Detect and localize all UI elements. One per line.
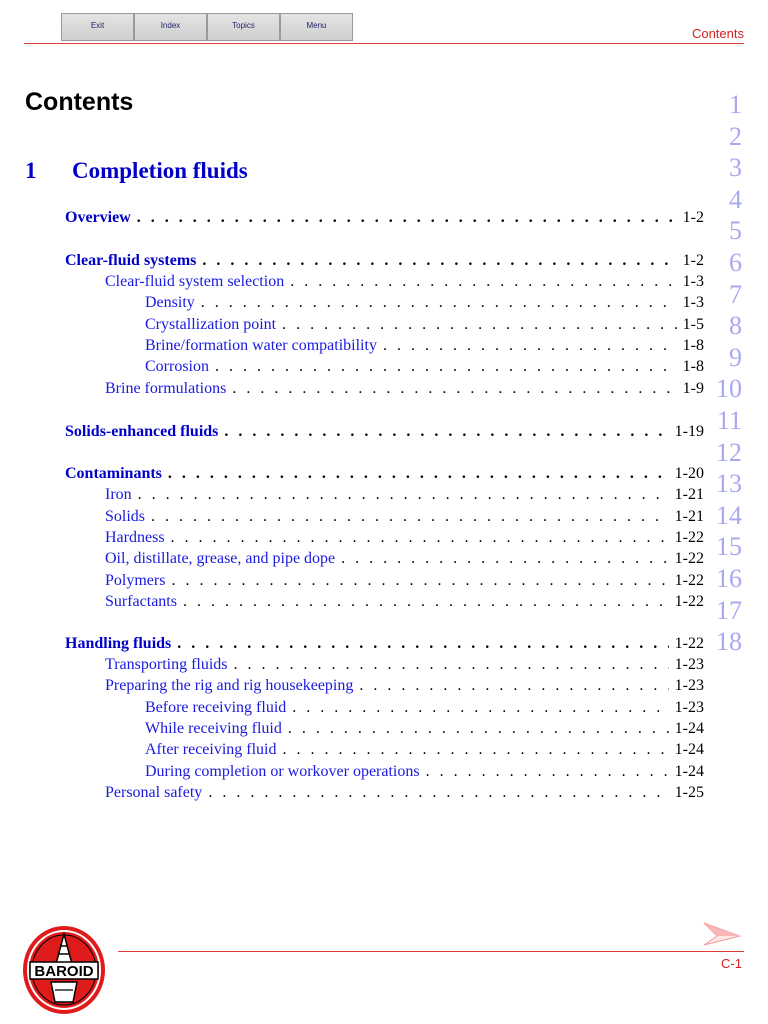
toc-dot-leader: [151, 508, 669, 526]
toc-entry-label: Clear-fluid system selection: [105, 273, 285, 290]
toc-entry[interactable]: [65, 635, 704, 653]
toc-dot-leader: [183, 593, 669, 611]
toc-entry-page: 1-24: [674, 720, 704, 737]
page-title: Contents: [25, 88, 134, 116]
toc-entry[interactable]: [65, 423, 704, 441]
toc-dot-leader: [288, 720, 669, 738]
toc-dot-leader: [208, 784, 668, 802]
toc-entry[interactable]: [145, 720, 704, 738]
toc-entry-label: Personal safety: [105, 784, 203, 801]
chapter-index-link[interactable]: 2: [729, 121, 742, 151]
toc-dot-leader: [177, 635, 668, 653]
toc-dot-leader: [426, 763, 669, 781]
chapter-title: Completion fluids: [72, 158, 248, 183]
toc-entry[interactable]: [105, 273, 704, 291]
toc-entry[interactable]: [145, 358, 704, 376]
toc-entry[interactable]: [145, 337, 704, 355]
toc-entry-label: Density: [145, 294, 195, 311]
toc-entry[interactable]: [105, 486, 704, 504]
chapter-index-link[interactable]: 1: [729, 90, 742, 119]
toc-entry[interactable]: [145, 294, 704, 312]
toc-entry-page: 1-23: [674, 677, 704, 694]
toc-entry[interactable]: [145, 316, 704, 334]
toc-entry-label: Overview: [65, 209, 131, 226]
toc-dot-leader: [201, 294, 677, 312]
toc-entry-page: 1-24: [674, 763, 704, 780]
toc-entry-label: Transporting fluids: [105, 656, 228, 673]
toc-entry[interactable]: [105, 784, 704, 802]
toc-entry-page: 1-22: [674, 572, 704, 589]
toc-entry[interactable]: [105, 550, 704, 568]
toc-dot-leader: [171, 529, 669, 547]
chapter-index-link[interactable]: 8: [729, 311, 742, 341]
toc-entry-label: Corrosion: [145, 358, 209, 375]
toc-entry[interactable]: [145, 763, 704, 781]
toc-dot-leader: [215, 358, 677, 376]
toc-entry-page: 1-9: [682, 380, 704, 397]
toc-entry-label: While receiving fluid: [145, 720, 282, 737]
toc-entry-label: Solids: [105, 508, 146, 525]
toc-entry[interactable]: [65, 465, 704, 483]
chapter-index-link[interactable]: 7: [729, 279, 742, 309]
toc-entry[interactable]: [105, 656, 704, 674]
toc-entry[interactable]: [105, 572, 704, 590]
toc-dot-leader: [137, 209, 677, 227]
chapter-index-link[interactable]: 12: [716, 437, 742, 467]
toc-entry-label: Iron: [105, 486, 132, 503]
toc-entry-page: 1-23: [674, 699, 704, 716]
footer-divider: [118, 951, 744, 952]
toc-dot-leader: [290, 273, 676, 291]
toc-entry-label: After receiving fluid: [145, 741, 277, 758]
toc-entry[interactable]: [105, 508, 704, 526]
toc-entry-page: 1-2: [682, 252, 704, 269]
toc-dot-leader: [282, 316, 677, 334]
toc-entry-page: 1-22: [674, 550, 704, 567]
toc-entry-label: Contaminants: [65, 465, 162, 482]
toc-entry-label: Hardness: [105, 529, 165, 546]
chapter-index-link[interactable]: 3: [729, 153, 742, 183]
toc-entry-label: Before receiving fluid: [145, 699, 287, 716]
chapter-index-link[interactable]: 9: [729, 342, 742, 372]
toc-dot-leader: [224, 423, 668, 441]
toc-entry-label: Clear-fluid systems: [65, 252, 197, 269]
toc-entry-page: 1-22: [674, 593, 704, 610]
toc-dot-leader: [202, 252, 676, 270]
toc-entry-label: During completion or workover operations: [145, 763, 420, 780]
toc-entry[interactable]: [105, 529, 704, 547]
chapter-index-link[interactable]: 14: [716, 500, 742, 530]
toc-entry-page: 1-20: [674, 465, 704, 482]
exit-button[interactable]: Exit: [61, 13, 134, 41]
toc-entry-label: Brine/formation water compatibility: [145, 337, 377, 354]
toc-entry-page: 1-19: [674, 423, 704, 440]
next-page-arrow-icon[interactable]: [703, 921, 741, 947]
svg-text:BAROID: BAROID: [34, 963, 94, 980]
chapter-index-link[interactable]: 13: [716, 469, 742, 499]
index-button[interactable]: Index: [134, 13, 207, 41]
toc-dot-leader: [341, 550, 669, 568]
toc-entry-page: 1-24: [674, 741, 704, 758]
toc-entry[interactable]: [145, 741, 704, 759]
toc-entry-label: Handling fluids: [65, 635, 172, 652]
toc-entry-page: 1-22: [674, 529, 704, 546]
footer-page-number: C-1: [721, 956, 742, 971]
toc-entry-label: Brine formulations: [105, 380, 227, 397]
toc-entry[interactable]: [145, 699, 704, 717]
toc-entry-page: 1-3: [682, 294, 704, 311]
toc-entry-page: 1-22: [674, 635, 704, 652]
toc-entry-label: Oil, distillate, grease, and pipe dope: [105, 550, 336, 567]
toc-entry-page: 1-21: [674, 486, 704, 503]
header-divider: [24, 43, 744, 44]
toc-dot-leader: [283, 741, 669, 759]
toc-entry[interactable]: [65, 209, 704, 227]
toc-dot-leader: [232, 380, 676, 398]
toc-entry[interactable]: [105, 380, 704, 398]
toc-entry-label: Solids-enhanced fluids: [65, 423, 219, 440]
toc-entry-page: 1-3: [682, 273, 704, 290]
chapter-index-link[interactable]: 10: [716, 374, 742, 404]
toc-entry-page: 1-5: [682, 316, 704, 333]
toc-entry-page: 1-23: [674, 656, 704, 673]
toc-entry-page: 1-8: [682, 358, 704, 375]
toc-dot-leader: [171, 572, 668, 590]
toc-dot-leader: [138, 486, 669, 504]
toc-dot-leader: [168, 465, 669, 483]
toc-entry-label: Polymers: [105, 572, 166, 589]
toc-entry-label: Surfactants: [105, 593, 177, 610]
toc-entry[interactable]: [105, 593, 704, 611]
header-section-label: Contents: [691, 26, 744, 41]
toc-dot-leader: [383, 337, 677, 355]
toc-dot-leader: [292, 699, 668, 717]
toc-entry-page: 1-8: [682, 337, 704, 354]
chapter-index-link[interactable]: 11: [716, 406, 742, 435]
chapter-heading: [25, 158, 248, 184]
toc-dot-leader: [234, 656, 669, 674]
baroid-logo: [21, 924, 107, 1016]
chapter-index-link[interactable]: 4: [729, 184, 742, 214]
toc-entry-page: 1-21: [674, 508, 704, 525]
toc-entry-label: Preparing the rig and rig housekeeping: [105, 677, 354, 694]
chapter-index-link[interactable]: 6: [729, 248, 742, 277]
toc-dot-leader: [359, 677, 668, 695]
top-nav-bar: [61, 13, 353, 41]
toc-entry-label: Crystallization point: [145, 316, 277, 333]
toc-entry-page: 1-2: [682, 209, 704, 226]
menu-button[interactable]: Menu: [280, 13, 353, 41]
chapter-number: 1: [25, 158, 37, 183]
toc-entry-page: 1-25: [674, 784, 704, 801]
chapter-index-link[interactable]: 17: [716, 595, 742, 625]
chapter-index-link[interactable]: 16: [716, 564, 742, 593]
topics-button[interactable]: Topics: [207, 13, 280, 41]
chapter-index-link[interactable]: 15: [716, 532, 742, 562]
chapter-index-link[interactable]: 18: [716, 627, 742, 657]
toc-entry[interactable]: [105, 677, 704, 695]
chapter-index-link[interactable]: 5: [729, 216, 742, 246]
toc-entry[interactable]: [65, 252, 704, 270]
